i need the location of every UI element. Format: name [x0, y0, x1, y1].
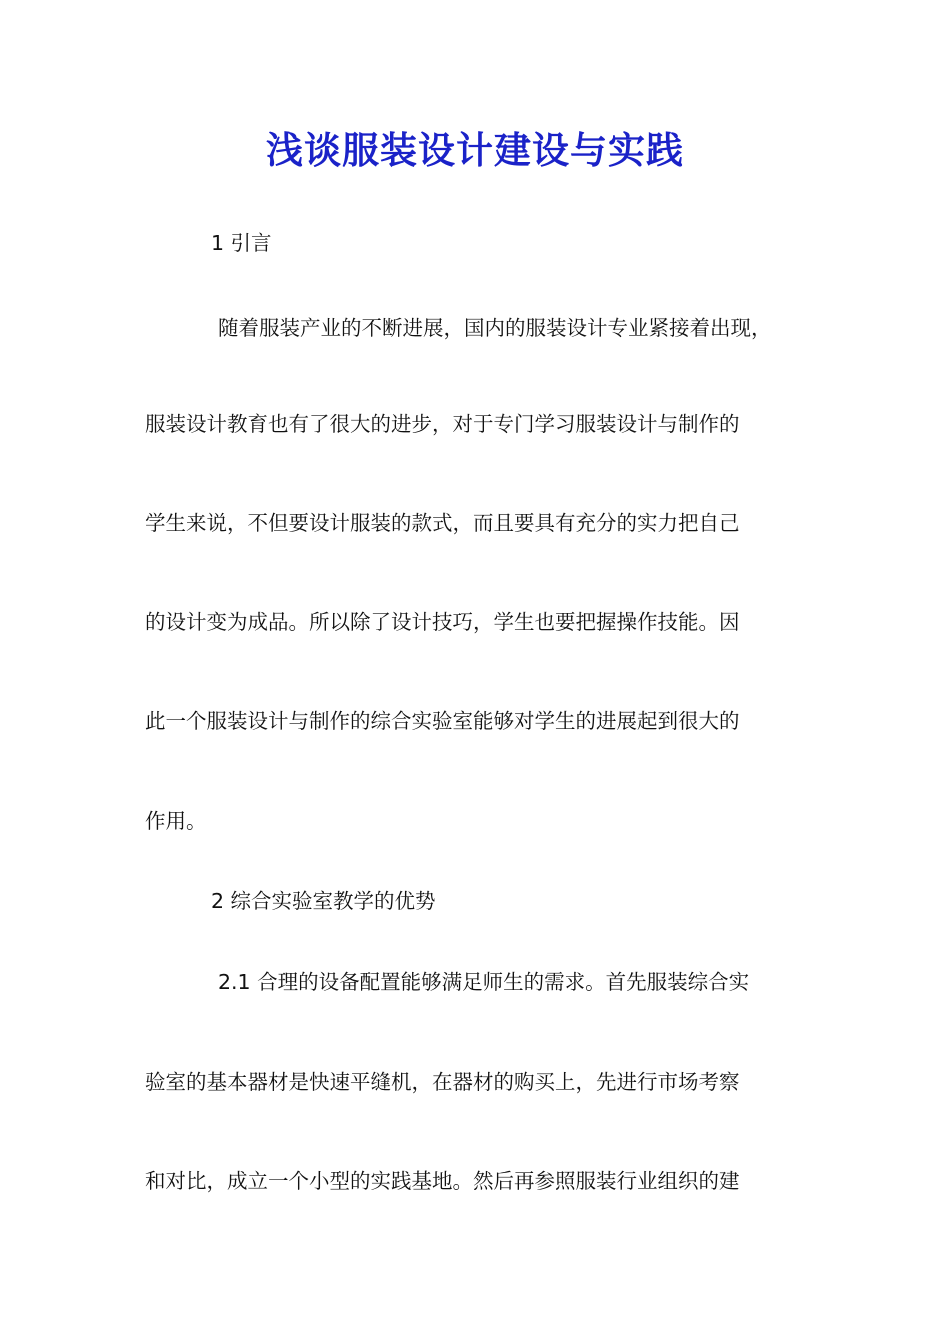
paragraph-line: 的设计变为成品。所以除了设计技巧，学生也要把握操作技能。因 [145, 610, 740, 634]
paragraph-line: 学生来说，不但要设计服装的款式，而且要具有充分的实力把自己 [145, 511, 740, 535]
paragraph-line: 此一个服装设计与制作的综合实验室能够对学生的进展起到很大的 [145, 709, 740, 733]
paragraph-line: 和对比，成立一个小型的实践基地。然后再参照服装行业组织的建 [145, 1169, 740, 1193]
paragraph-line: 随着服装产业的不断进展，国内的服装设计专业紧接着出现， [218, 316, 772, 340]
section-heading-advantages: 2 综合实验室教学的优势 [211, 889, 436, 913]
document-title: 浅谈服装设计建设与实践 [266, 128, 684, 172]
paragraph-line: 服装设计教育也有了很大的进步，对于专门学习服装设计与制作的 [145, 412, 740, 436]
paragraph-line: 作用。 [145, 809, 207, 833]
paragraph-line: 验室的基本器材是快速平缝机，在器材的购买上，先进行市场考察 [145, 1070, 740, 1094]
paragraph-line: 2.1 合理的设备配置能够满足师生的需求。首先服装综合实 [218, 970, 750, 994]
section-heading-introduction: 1 引言 [211, 231, 272, 255]
